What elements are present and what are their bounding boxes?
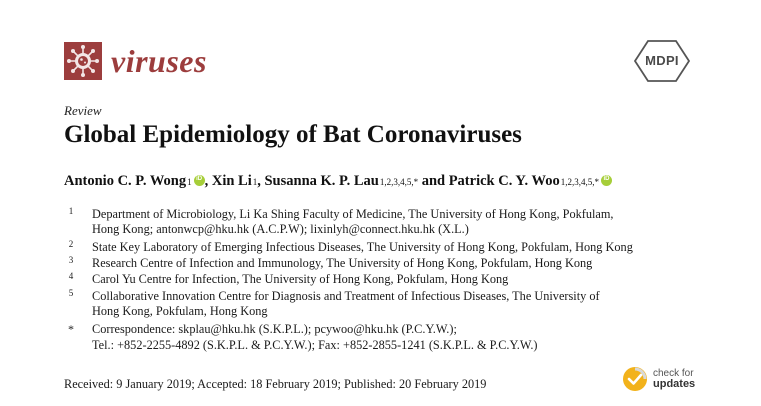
affiliation-number: 4 (68, 271, 74, 281)
publisher-logo-text: MDPI (645, 53, 679, 68)
affiliation-line: Correspondence: skplau@hku.hk (S.K.P.L.); pcywoo@hku.hk (P.C.Y.W.); (92, 322, 457, 336)
affiliation-line: Carol Yu Centre for Infection, The University of Hong Kong, Pokfulam, Hong Kong (92, 272, 509, 286)
author-name: Patrick C. Y. Woo (448, 173, 560, 189)
check-updates-icon (622, 366, 648, 392)
virus-logo-icon (64, 42, 102, 80)
affiliation-number: 1 (68, 206, 74, 216)
author-name: Xin Li (211, 173, 252, 189)
affiliation-number: 5 (68, 288, 74, 298)
orcid-icon[interactable] (601, 175, 612, 186)
author-separator: and (418, 173, 449, 189)
affiliation-line: Research Centre of Infection and Immunology, The University of Hong Kong, Pokfulam, Hong Kong (92, 256, 593, 270)
affiliation-line: State Key Laboratory of Emerging Infectious Diseases, The University of Hong Kong, Pokfulam, Hong Kong (92, 240, 633, 254)
author-separator: , (204, 173, 212, 189)
affiliation-line: Tel.: +852-2255-4892 (S.K.P.L. & P.C.Y.W.); Fax: +852-2855-1241 (S.K.P.L. & P.C.Y.W.) (92, 338, 538, 352)
affiliation-number: 3 (68, 255, 74, 265)
article-title: Global Epidemiology of Bat Coronaviruses (64, 121, 522, 148)
affiliation-number: * (68, 322, 74, 336)
author-separator: , (257, 173, 265, 189)
publisher-logo (633, 39, 691, 83)
journal-logo (64, 41, 207, 81)
article-type: Review (64, 103, 102, 118)
affiliation-line: Department of Microbiology, Li Ka Shing Faculty of Medicine, The University of Hong Kong, Pokfulam, (92, 207, 614, 221)
author-name: Antonio C. P. Wong (64, 173, 187, 189)
check-for-updates-badge[interactable] (622, 366, 695, 392)
author-name: Susanna K. P. Lau (264, 173, 379, 189)
author-list: Antonio C. P. Wong 1 iD , Xin Li 1 , Susanna K. P. Lau 1,2,3,4,5,* and Patrick C. Y. Woo 1,2,3,4,5,* iD (64, 173, 612, 190)
check-updates-line2: updates (653, 378, 696, 390)
check-updates-line1: check for (653, 368, 694, 379)
affiliation-line: Hong Kong, Pokfulam, Hong Kong (92, 304, 268, 318)
affiliation-number: 2 (68, 239, 74, 249)
journal-name: viruses (111, 43, 207, 79)
orcid-icon[interactable] (194, 175, 205, 186)
affiliation-line: Collaborative Innovation Centre for Diagnosis and Treatment of Infectious Diseases, The University of (92, 289, 600, 303)
publication-dates: Received: 9 January 2019; Accepted: 18 February 2019; Published: 20 February 2019 (64, 377, 487, 391)
affiliation-line: Hong Kong; antonwcp@hku.hk (A.C.P.W); lixinlyh@connect.hku.hk (X.L.) (92, 222, 469, 236)
